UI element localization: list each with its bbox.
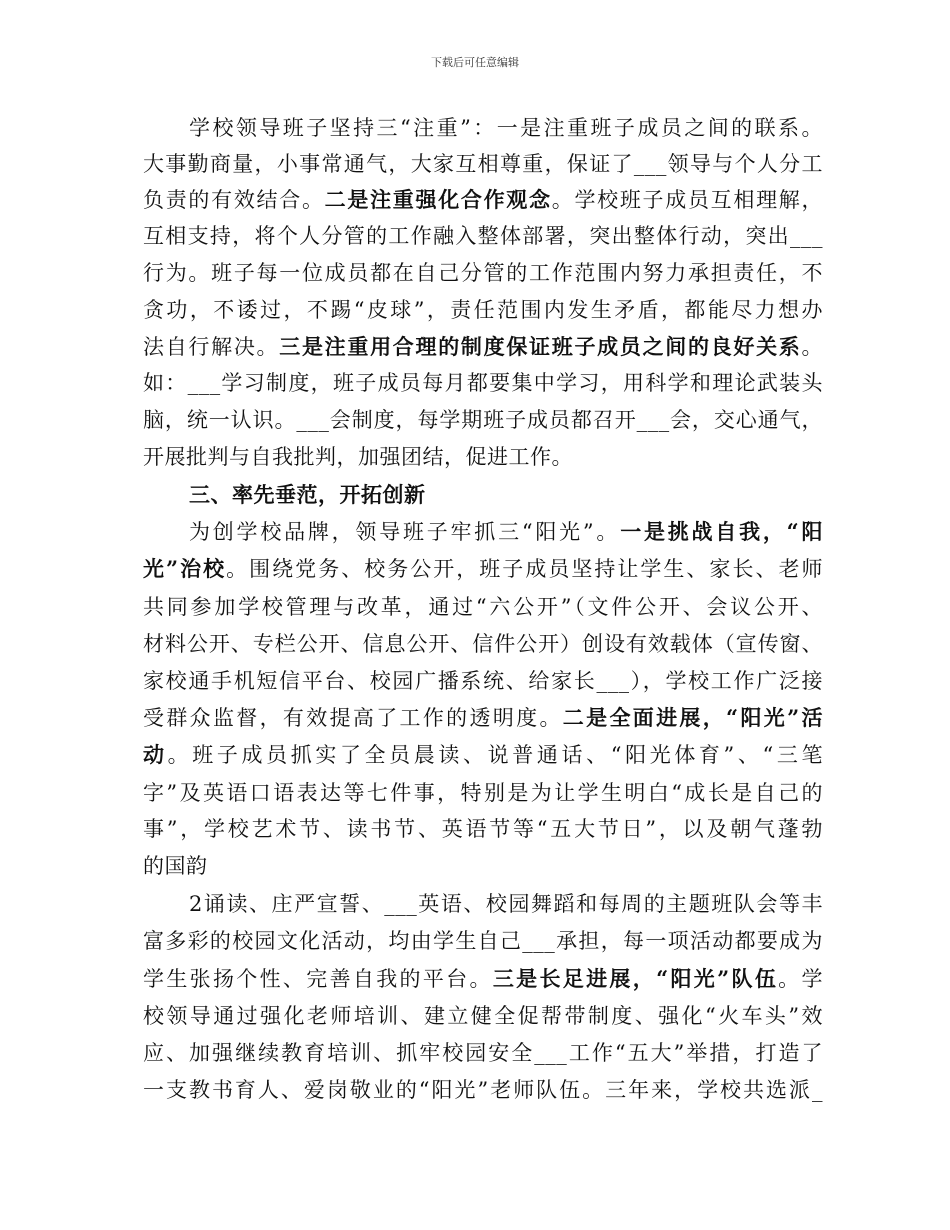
text-line	[143, 296, 823, 324]
text-segment: 脑，统一认识。___会制度，每学期班子成员都召开___会，交心通气，	[143, 408, 823, 432]
text-line	[143, 333, 823, 361]
text-line	[143, 1002, 823, 1030]
text-segment: 负责的有效结合。	[143, 188, 325, 212]
text-segment: 开展批判与自我批判，加强团结，促进工作。	[143, 445, 573, 469]
text-segment: 应、加强继续教育培训、抓牢校园安全___工作“五大”举措，打造了	[143, 1041, 823, 1065]
text-line	[143, 186, 823, 214]
text-segment: 事”，学校艺术节、读书节、英语节等“五大节日”，以及朝气蓬勃	[143, 817, 823, 841]
text-segment: 。学校班子成员互相理解，	[551, 188, 824, 212]
text-segment: 家校通手机短信平台、校园广播系统、给家长___），学校工作广泛接	[143, 669, 823, 693]
text-segment: 行为。班子每一位成员都在自己分管的工作范围内努力承担责任，不	[143, 261, 823, 285]
text-segment: 校领导通过强化老师培训、建立健全促帮带制度、强化“火车头”效	[143, 1004, 823, 1028]
text-line	[143, 593, 823, 621]
text-line	[143, 852, 823, 880]
text-segment: 一支教书育人、爱岗敬业的“阳光”老师队伍。三年来，学校共选派_	[143, 1078, 823, 1102]
bold-text-segment: 光”治校	[143, 556, 227, 581]
text-segment: 2诵读、庄严宣誓、___英语、校园舞蹈和每周的主题班队会等丰	[189, 892, 823, 916]
text-segment: 大事勤商量，小事常通气，大家互相尊重，保证了___领导与个人分工	[143, 152, 823, 176]
page-header: 下载后可任意编辑	[431, 56, 519, 69]
text-segment: 互相支持，将个人分管的工作融入整体部署，突出整体行动，突出___	[143, 224, 823, 248]
text-line	[143, 369, 823, 397]
text-segment: 学生张扬个性、完善自我的平台。	[143, 967, 493, 991]
text-segment: 富多彩的校园文化活动，均由学生自己___承担，每一项活动都要成为	[143, 929, 823, 953]
text-segment: 为创学校品牌，领导班子牢抓三“阳光”。	[189, 520, 621, 544]
text-line	[143, 779, 823, 807]
text-line	[189, 114, 823, 142]
text-line	[143, 965, 823, 993]
text-line	[143, 406, 823, 434]
text-line	[143, 259, 823, 287]
text-line	[143, 555, 823, 583]
text-line	[189, 481, 823, 509]
bold-text-segment: 二是注重强化合作观念	[324, 187, 552, 212]
text-segment: 法自行解决。	[143, 335, 280, 359]
text-line	[143, 704, 823, 732]
text-line	[189, 518, 823, 546]
text-line	[143, 1039, 823, 1067]
bold-text-segment: 三是注重用合理的制度保证班子成员之间的良好关系	[279, 334, 802, 359]
text-segment: 。学	[778, 967, 823, 991]
bold-text-segment: 二是全面进展，“阳光”活	[562, 705, 823, 730]
text-line	[143, 927, 823, 955]
bold-text-segment: 动	[143, 742, 168, 767]
text-segment: 的国韵	[143, 854, 208, 878]
text-line	[143, 150, 823, 178]
text-line	[143, 1076, 823, 1104]
text-line	[143, 443, 823, 471]
text-line	[143, 222, 823, 250]
text-segment: 字”及英语口语表达等七件事，特别是为让学生明白“成长是自己的	[143, 781, 823, 805]
text-segment: 如：___学习制度，班子成员每月都要集中学习，用科学和理论武装头	[143, 371, 823, 395]
bold-text-segment: 三是长足进展，“阳光”队伍	[492, 966, 779, 991]
bold-text-segment: 三、率先垂范，开拓创新	[189, 482, 426, 507]
text-segment: 。围绕党务、校务公开，班子成员坚持让学生、家长、老师	[226, 557, 823, 581]
text-segment: 贪功，不诿过，不踢“皮球”，责任范围内发生矛盾，都能尽力想办	[143, 298, 823, 322]
text-line	[143, 815, 823, 843]
text-segment: 材料公开、专栏公开、信息公开、信件公开）创设有效载体（宣传窗、	[143, 632, 823, 656]
text-line	[143, 667, 823, 695]
text-line	[143, 630, 823, 658]
text-segment: 受群众监督，有效提高了工作的透明度。	[143, 706, 563, 730]
bold-text-segment: 一是挑战自我，“阳	[620, 519, 823, 544]
text-segment: 。班子成员抓实了全员晨读、说普通话、“阳光体育”、“三笔	[167, 743, 823, 767]
text-segment: 学校领导班子坚持三“注重”：一是注重班子成员之间的联系。	[189, 116, 823, 140]
text-segment: 。	[801, 335, 824, 359]
text-segment: 共同参加学校管理与改革，通过“六公开”（文件公开、会议公开、	[143, 595, 823, 619]
text-line	[143, 741, 823, 769]
text-line	[189, 890, 823, 918]
